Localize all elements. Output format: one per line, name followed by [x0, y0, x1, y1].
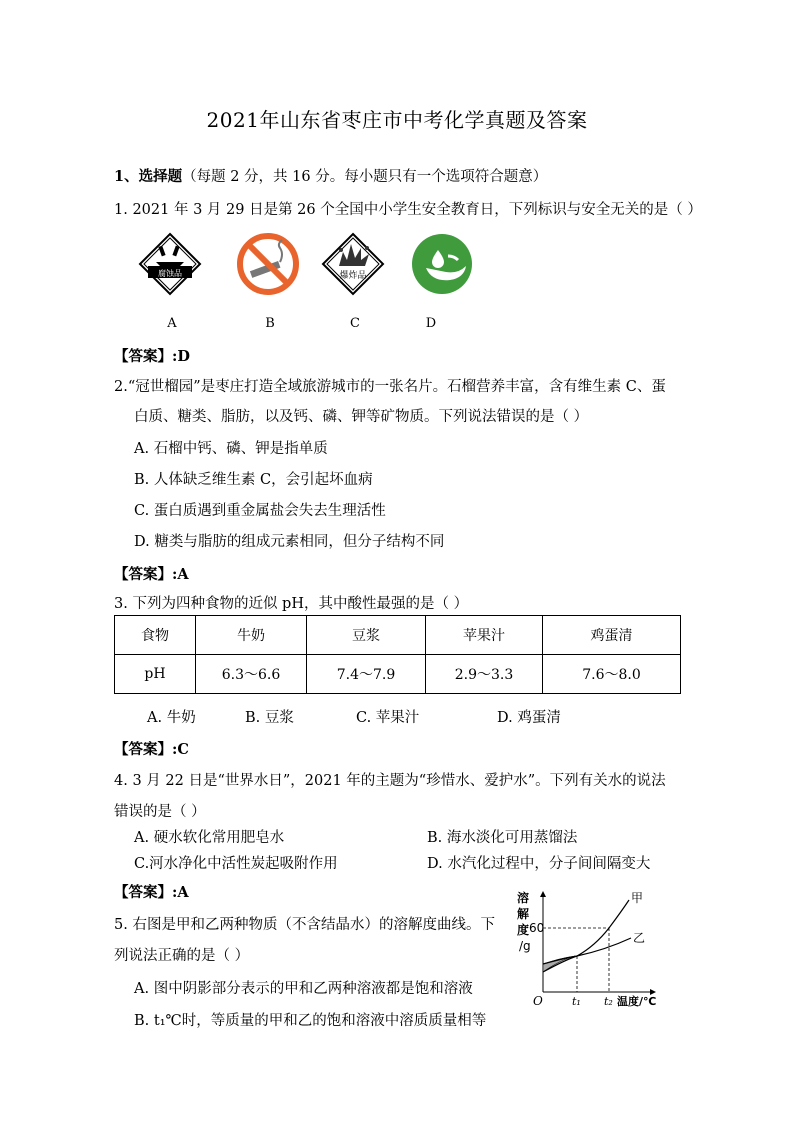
q3-option-b: B. 豆浆	[245, 710, 294, 726]
q5-option-b: B. t₁℃时，等质量的甲和乙的饱和溶液中溶质质量相等	[134, 1013, 487, 1029]
table-cell: pH	[115, 655, 196, 694]
table-row	[115, 655, 681, 694]
sign-c-text: 爆炸品	[339, 271, 367, 281]
table-header-cell: 鸡蛋清	[543, 616, 681, 655]
table-cell: 2.9～3.3	[426, 655, 543, 694]
option-label-d: D	[425, 316, 437, 331]
q1-answer: 【答案】:D	[114, 348, 190, 365]
section-header	[114, 165, 547, 186]
page-title: 2021年山东省枣庄市中考化学真题及答案	[206, 108, 588, 132]
q3-option-c: C. 苹果汁	[356, 710, 420, 726]
table-header-cell: 苹果汁	[426, 616, 543, 655]
q4-option-d: D. 水汽化过程中，分子间间隔变大	[427, 856, 651, 872]
q5-line2: 列说法正确的是（ ）	[114, 948, 250, 964]
q3-option-d: D. 鸡蛋清	[497, 710, 561, 726]
q2-option-c: C. 蛋白质遇到重金属盐会失去生理活性	[134, 503, 386, 519]
table-cell: 6.3～6.6	[196, 655, 307, 694]
table-header-cell: 食物	[115, 616, 196, 655]
q5-line1: 5. 右图是甲和乙两种物质（不含结晶水）的溶解度曲线。下	[114, 917, 495, 933]
table-header-cell: 牛奶	[196, 616, 307, 655]
section-desc: （每题 2 分，共 16 分。每小题只有一个选项符合题意）	[182, 169, 548, 185]
curve-yi	[543, 938, 631, 964]
graph-ylabel-3: 度	[517, 923, 530, 937]
q2-option-a: A. 石榴中钙、磷、钾是指单质	[134, 441, 328, 457]
explosive-sign-icon	[321, 232, 385, 296]
q2-line2: 白质、糖类、脂肪，以及钙、磷、钾等矿物质。下列说法错误的是（ ）	[134, 409, 589, 425]
q3-stem: 3. 下列为四种食物的近似 pH，其中酸性最强的是（ ）	[114, 596, 469, 612]
q2-option-d: D. 糖类与脂肪的组成元素相同，但分子结构不同	[134, 534, 445, 550]
q4-answer: 【答案】:A	[114, 884, 189, 901]
tick-label-60: 60	[529, 921, 545, 935]
section-label: 1、选择题	[114, 168, 183, 185]
graph-ylabel-4: /g	[519, 939, 531, 953]
q2-line1: 2.“冠世榴园”是枣庄打造全域旅游城市的一张名片。石榴营养丰富，含有维生素 C、蛋	[114, 379, 666, 395]
q5-option-a: A. 图中阴影部分表示的甲和乙两种溶液都是饱和溶液	[134, 981, 473, 997]
table-cell: 7.4～7.9	[307, 655, 426, 694]
q2-answer: 【答案】:A	[114, 566, 189, 583]
option-label-b: B	[265, 316, 275, 331]
q4-option-b: B. 海水淡化可用蒸馏法	[427, 830, 578, 846]
table-row	[115, 616, 681, 655]
solubility-graph	[505, 888, 665, 1012]
tick-label-t2: t₂	[604, 995, 613, 1008]
graph-ylabel-2: 解	[517, 907, 530, 921]
ph-table	[114, 615, 681, 694]
q4-line1: 4. 3 月 22 日是“世界水日”，2021 年的主题为“珍惜水、爱护水”。下列有关水的说法	[114, 773, 666, 789]
table-header-cell: 豆浆	[307, 616, 426, 655]
sign-a-text: 腐蚀品	[158, 269, 182, 278]
q1-stem: 1. 2021 年 3 月 29 日是第 26 个全国中小学生安全教育日，下列标识与安全无关的是（ ）	[114, 202, 702, 218]
origin-label: O	[533, 994, 543, 1008]
graph-ylabel-1: 溶	[517, 891, 530, 905]
q3-answer: 【答案】:C	[114, 741, 189, 758]
q3-option-a: A. 牛奶	[147, 710, 196, 726]
q2-option-b: B. 人体缺乏维生素 C，会引起坏血病	[134, 472, 373, 488]
table-cell: 7.6～8.0	[543, 655, 681, 694]
q4-line2: 错误的是（ ）	[114, 804, 206, 820]
option-label-c: C	[350, 316, 360, 331]
corrosive-sign-icon	[138, 232, 202, 296]
tick-label-t1: t₁	[572, 995, 581, 1008]
series-label-jia: 甲	[631, 891, 644, 905]
series-label-yi: 乙	[633, 931, 646, 945]
no-smoking-sign-icon	[236, 232, 300, 296]
q4-option-a: A. 硬水软化常用肥皂水	[134, 830, 285, 846]
graph-xlabel: 温度/℃	[617, 995, 657, 1008]
q4-option-c: C.河水净化中活性炭起吸附作用	[134, 856, 338, 872]
water-saving-sign-icon	[410, 232, 474, 296]
option-label-a: A	[167, 316, 177, 331]
